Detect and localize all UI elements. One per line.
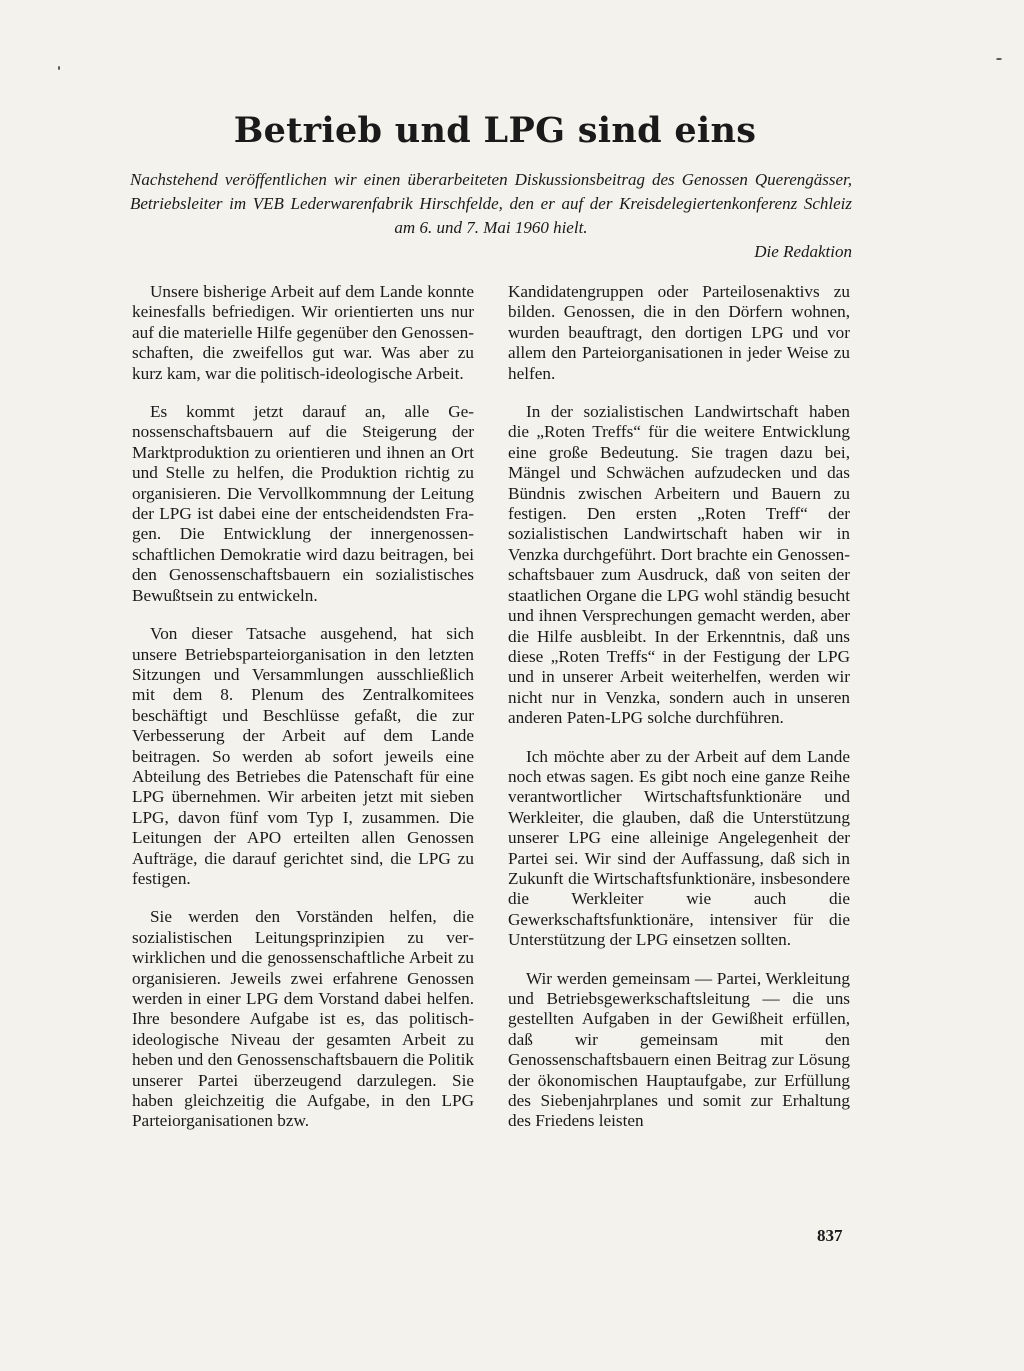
paragraph: Kandidatengruppen oder Parteilosenaktivs zu bilden. Genossen, die in den Dörfern wohnen, wurden beauftragt, den dortigen LPG und vor allem den Parteiorganisationen in jeder Weise zu helfen. [508,282,850,383]
print-speck [996,58,1002,60]
paragraph: Ich möchte aber zu der Arbeit auf dem Lande noch etwas sagen. Es gibt noch eine ganze Reihe verantwortlicher Wirtschaftsfunktionäre und Werkleiter, die glauben, daß die Unterstützung unserer LPG eine alleinige Angelegenheit der Partei sei. Wir sind der Auffassung, daß sich in Zukunft die Wirtschaftsfunktionäre, insbesondere die Werkleiter wie auch die Gewerkschaftsfunktionäre, intensiver für die Unterstützung der LPG einsetzen sollten. [508,746,850,950]
page-number: 837 [817,1226,843,1245]
article-intro: Nachstehend veröffentlichen wir einen überarbeiteten Diskussionsbeitrag des Genossen Querengässer, Betriebsleiter im VEB Lederwarenfabrik Hirschfelde, den er auf der Kreisdelegiertenkonferenz Schleiz am 6. und 7. Mai 1960 hielt. [130,170,852,237]
article-title: Betrieb und LPG sind eins [233,110,757,151]
paragraph: In der sozialistischen Landwirtschaft haben die „Roten Treffs“ für die weitere Entwicklung eine große Bedeutung. Sie tragen dazu bei, Mängel und Schwächen aufzudecken und das Bündnis zwischen Arbeitern und Bauern zu festigen. Den ersten „Roten Treff“ der sozialistischen Landwirtschaft haben wir in Venzka durchgeführt. Dort brachte ein Genossenschaftsbauer zum Ausdruck, daß von seiten der staatlichen Organe die LPG wohl ständig besucht und ihnen Versprechungen gemacht werden, aber die Hilfe ausbleibt. In der Erkenntnis, daß uns diese „Roten Treffs“ in der Festigung der LPG und in unserer Arbeit weiterhelfen, werden wir nicht nur in Venzka, sondern auch in unseren anderen Paten-LPG solche durchführen. [508,402,850,728]
right-column [508,282,850,1150]
paragraph: Sie werden den Vorständen helfen, die sozialistischen Leitungsprinzipien zu verwirklichen und die genossenschaftliche Arbeit zu organisieren. Jeweils zwei erfahrene Genossen werden in einer LPG dem Vorstand dabei helfen. Ihre besondere Aufgabe ist es, das politisch-ideologische Niveau der gesamten Arbeit zu heben und den Genossenschaftsbauern die Politik unserer Partei überzeugend darzulegen. Sie haben gleichzeitig die Aufgabe, in den LPG Parteiorganisationen bzw. [132,907,474,1131]
left-column [132,282,474,1150]
paragraph: Wir werden gemeinsam — Partei, Werkleitung und Betriebsgewerkschaftsleitung — die uns gestellten Aufgaben in der Gewißheit erfüllen, daß wir gemeinsam mit den Genossenschaftsbauern einen Beitrag zur Lösung der ökonomischen Hauptaufgabe, zur Erfüllung des Siebenjahrplanes und somit zur Erhaltung des Friedens leisten [508,968,850,1131]
paragraph: Unsere bisherige Arbeit auf dem Lande konnte keinesfalls befriedigen. Wir orientierten uns nur auf die materielle Hilfe gegenüber den Genossenschaften, die zweifellos gut war. Was aber zu kurz kam, war die politisch-ideologische Arbeit. [132,282,474,383]
paragraph: Es kommt jetzt darauf an, alle Genossenschaftsbauern auf die Steigerung der Marktproduktion zu orientieren und ihnen an Ort und Stelle zu helfen, die Produktion richtig zu organisieren. Die Vervollkommnung der Leitung der LPG ist dabei eine der entscheidendsten Fragen. Die Entwicklung der innergenossenschaftlichen Demokratie wird dazu beitragen, bei den Genossenschaftsbauern ein sozialistisches Bewußtsein zu entwickeln. [132,402,474,605]
print-speck [58,66,60,70]
editorial-signature: Die Redaktion [754,242,852,261]
paragraph: Von dieser Tatsache ausgehend, hat sich unsere Betriebsparteiorganisation in den letzten Sitzungen und Versammlungen ausschließlich mit dem 8. Plenum des Zentralkomitees beschäftigt und Beschlüsse gefaßt, die zur Verbesserung der Arbeit auf dem Lande beitragen. So werden ab sofort jeweils eine Abteilung des Betriebes die Patenschaft für eine LPG übernehmen. Wir arbeiten jetzt mit sieben LPG, davon fünf vom Typ I, zusammen. Die Leitungen der APO erteilten allen Genossen Aufträge, die darauf gerichtet sind, die LPG zu festigen. [132,624,474,888]
